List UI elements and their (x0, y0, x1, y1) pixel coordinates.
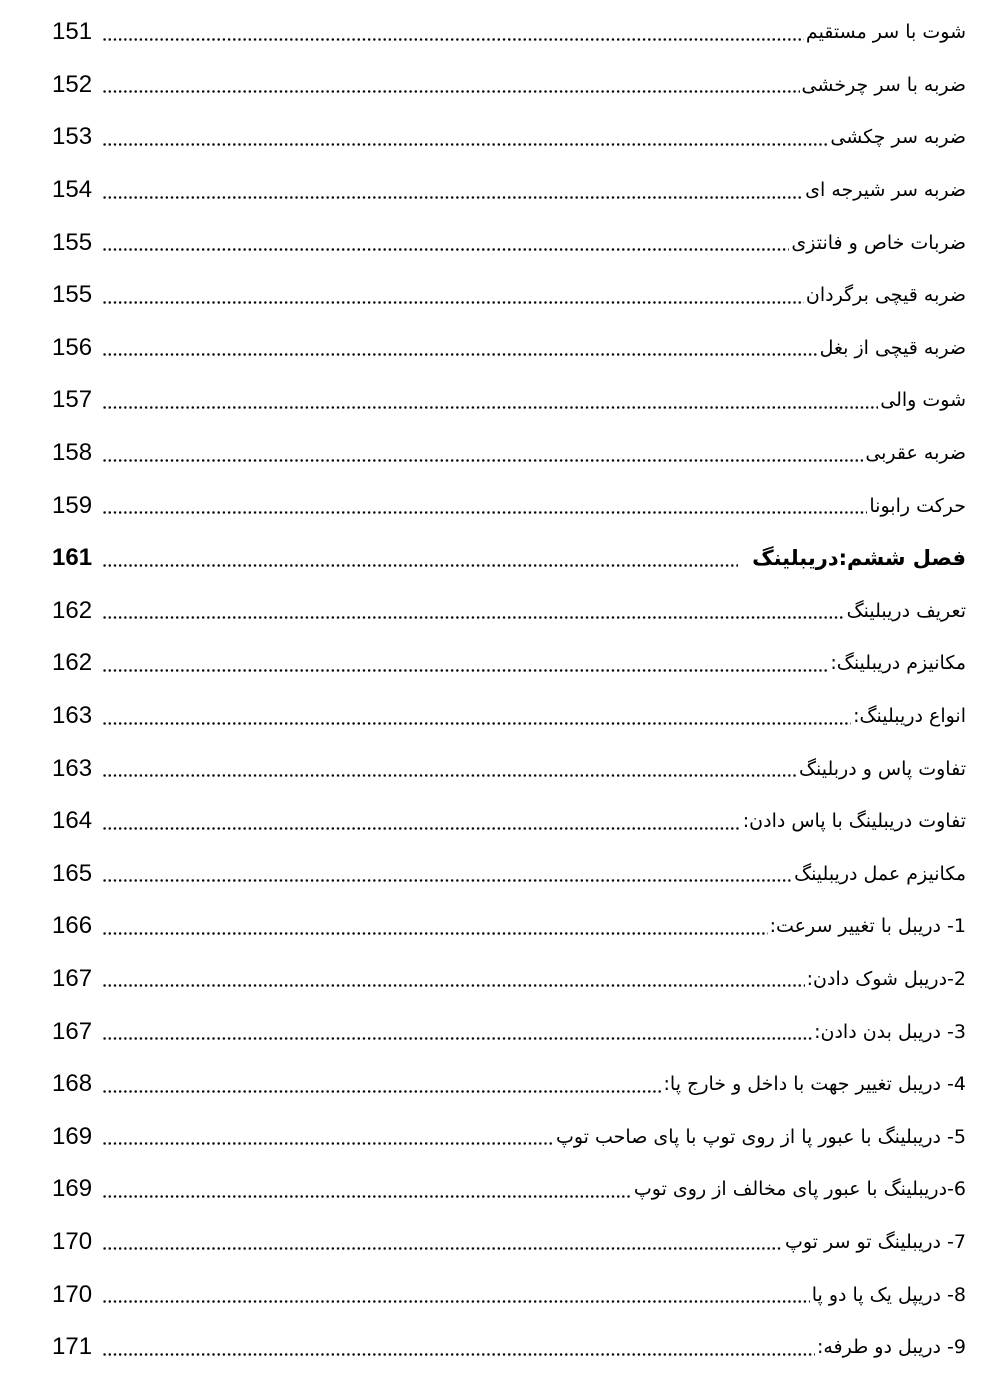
toc-entry[interactable] (52, 848, 966, 901)
toc-entry-title: ضربه قیچی برگردان (805, 284, 966, 307)
toc-page-number: 158 (52, 439, 93, 467)
dot-leader (102, 879, 792, 882)
dot-leader (102, 616, 845, 619)
toc-entry-title: حرکت رابونا (869, 494, 966, 517)
toc-entry[interactable] (52, 1268, 966, 1321)
toc-page-number: 168 (52, 1070, 93, 1098)
dot-leader (102, 511, 867, 514)
toc-entry-title: 6-دریبلینگ با عبور پای مخالف از روی توپ (633, 1178, 966, 1201)
toc-page-number: 166 (52, 912, 93, 940)
toc-entry-title: ضربات خاص و فانتزی (791, 231, 966, 254)
toc-entry-title: 5- دریبلینگ با عبور پا از روی توپ با پای صاحب توپ (555, 1125, 966, 1148)
toc-page-number: 162 (52, 596, 93, 624)
dot-leader (102, 38, 804, 41)
toc-entry-title: تفاوت دریبلینگ با پاس دادن: (742, 810, 966, 833)
toc-page-number: 157 (52, 386, 93, 414)
dot-leader (102, 774, 797, 777)
toc-entry[interactable] (52, 637, 966, 690)
toc-entry-title: ضربه قیچی از بغل (819, 336, 966, 359)
toc-entry-title: ضربه سر چکشی (830, 126, 966, 149)
toc-page-number: 156 (52, 333, 93, 361)
toc-entry-title: 2-دریبل شوک دادن: (806, 967, 966, 990)
toc-entry[interactable] (52, 795, 966, 848)
toc-page-number: 169 (52, 1122, 93, 1150)
toc-entry[interactable] (52, 479, 966, 532)
toc-page-number: 167 (52, 964, 93, 992)
toc-entry[interactable] (52, 690, 966, 743)
dot-leader (102, 1195, 632, 1198)
dot-leader (102, 827, 741, 830)
toc-page-number: 152 (52, 70, 93, 98)
toc-entry[interactable] (52, 1110, 966, 1163)
toc-entry[interactable] (52, 900, 966, 953)
dot-leader (102, 1142, 554, 1145)
dot-leader (102, 722, 851, 725)
dot-leader (102, 984, 805, 987)
toc-entry-title: تفاوت پاس و دربلینگ (798, 757, 966, 780)
toc-page-number: 170 (52, 1280, 93, 1308)
toc-entry[interactable] (52, 427, 966, 480)
toc-entry-title: 1- دریبل با تغییر سرعت: (769, 915, 966, 938)
toc-entry-title: 9- دریبل دو طرفه: (816, 1336, 966, 1359)
toc-entry-title: مکانیزم عمل دریبلینگ (794, 862, 966, 885)
toc-entry[interactable] (52, 374, 966, 427)
toc-page-number: 155 (52, 228, 93, 256)
toc-entry-title: ضربه عقربی (865, 442, 966, 465)
toc-entry-title: شوت والی (880, 389, 966, 412)
dot-leader (102, 248, 789, 251)
toc-page-number: 165 (52, 859, 93, 887)
toc-entry-title: ضربه سر شیرجه ای (805, 179, 966, 202)
toc-page-number: 170 (52, 1227, 93, 1255)
toc-page-number: 163 (52, 754, 93, 782)
dot-leader (102, 196, 803, 199)
toc-page-number: 169 (52, 1175, 93, 1203)
dot-leader (102, 143, 828, 146)
dot-leader (102, 301, 804, 304)
toc-page-number: 151 (52, 18, 93, 46)
toc-entry-title: 3- دریبل بدن دادن: (814, 1020, 966, 1043)
toc-page-number: 171 (52, 1333, 93, 1361)
dot-leader (102, 1090, 662, 1093)
toc-entry[interactable] (52, 742, 966, 795)
toc-entry[interactable] (52, 269, 966, 322)
toc-entry-title: 8- دریپل یک پا دو پا (811, 1283, 966, 1306)
toc-page-number: 159 (52, 491, 93, 519)
toc-entry[interactable] (52, 1163, 966, 1216)
toc-entry-title: شوت با سر مستقیم (805, 21, 966, 44)
toc-entry-title: انواع دریبلینگ: (853, 705, 966, 728)
dot-leader (102, 1037, 812, 1040)
dot-leader (102, 669, 828, 672)
toc-page-number: 161 (52, 544, 93, 572)
toc-entry[interactable] (52, 953, 966, 1006)
toc-page-number: 153 (52, 123, 93, 151)
toc-entry-title: تعریف دریبلینگ (846, 599, 966, 622)
toc-entry-title: ضربه با سر چرخشی (801, 73, 966, 96)
toc-entry[interactable] (52, 1216, 966, 1269)
toc-page-number: 164 (52, 807, 93, 835)
dot-leader (102, 1247, 783, 1250)
toc-entry[interactable] (52, 1058, 966, 1111)
dot-leader (102, 932, 768, 935)
toc-page-number: 155 (52, 281, 93, 309)
table-of-contents (52, 6, 966, 1373)
toc-entry-title: فصل ششم:دریبلینگ (752, 546, 966, 571)
toc-entry[interactable] (52, 322, 966, 375)
dot-leader (102, 406, 878, 409)
toc-entry-title: 7- دریبلینگ تو سر توپ (784, 1230, 966, 1253)
toc-entry[interactable] (52, 1321, 966, 1374)
toc-entry[interactable] (52, 111, 966, 164)
toc-entry[interactable] (52, 216, 966, 269)
toc-page-number: 167 (52, 1017, 93, 1045)
dot-leader (102, 564, 738, 567)
toc-entry[interactable] (52, 59, 966, 112)
toc-entry-title: مکانیزم دریبلینگ: (830, 652, 966, 675)
dot-leader (102, 1353, 815, 1356)
dot-leader (102, 459, 863, 462)
dot-leader (102, 353, 818, 356)
toc-entry[interactable] (52, 164, 966, 217)
toc-page-number: 162 (52, 649, 93, 677)
toc-entry-title: 4- دریبل تغییر جهت با داخل و خارج پا: (663, 1073, 966, 1096)
toc-entry[interactable] (52, 1005, 966, 1058)
dot-leader (102, 90, 800, 93)
toc-page-number: 163 (52, 702, 93, 730)
toc-page-number: 154 (52, 176, 93, 204)
toc-chapter-heading[interactable] (52, 532, 966, 585)
dot-leader (102, 1300, 810, 1303)
toc-entry[interactable] (52, 585, 966, 638)
toc-entry[interactable] (52, 6, 966, 59)
